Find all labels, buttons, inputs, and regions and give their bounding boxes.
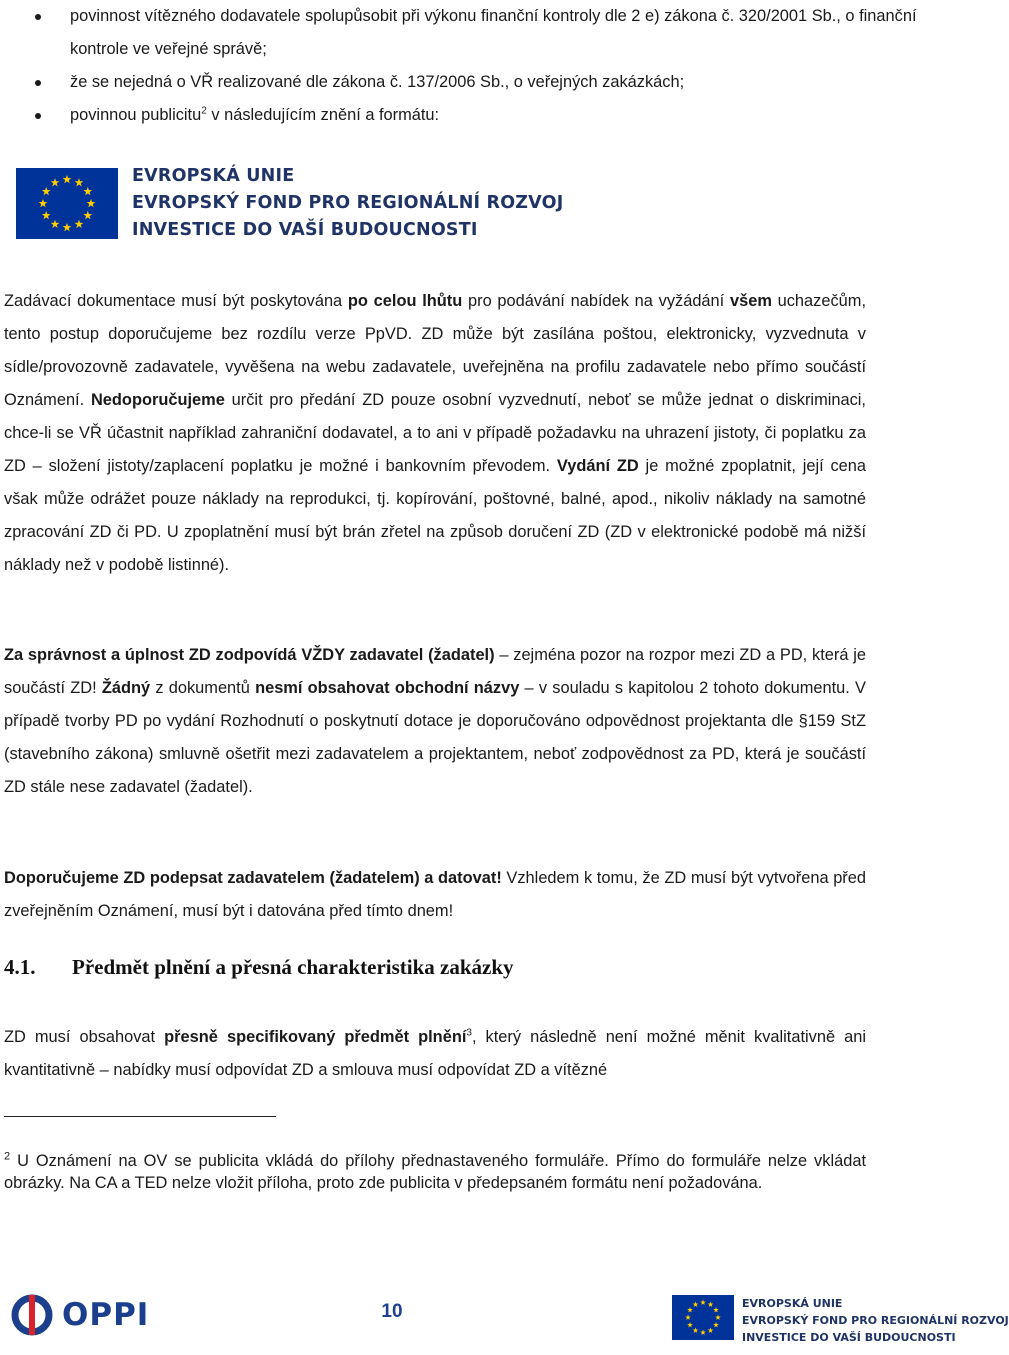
eu-flag-icon [16, 168, 118, 239]
investment-slogan: INVESTICE DO VAŠÍ BUDOUCNOSTI [132, 220, 478, 240]
section-title: Předmět plnění a přesná charakteristika zakázky [72, 955, 514, 979]
eu-union-label: EVROPSKÁ UNIE [742, 1297, 843, 1310]
paragraph-subject: ZD musí obsahovat přesně specifikovaný předmět plnění$^3$, který následně není možné měnit kvalitativně ani kvantitativně – nabídky musí odpovídat ZD a smlouva musí odpovídat ZD a vítězné [4, 1027, 867, 1079]
footnote-ref-2[interactable]: 2 [201, 105, 207, 117]
list-item: povinnost vítězného dodavatele spolupůsobit při výkonu finanční kontroly dle 2 e) zákona č. 320/2001 Sb., o finanční kontrole ve veřejné správě; [30, 0, 930, 66]
list-item: povinnou publicitu$^2$ v následujícím znění a formátu: [30, 99, 930, 132]
oppi-logo [10, 1293, 149, 1337]
erdf-label: EVROPSKÝ FOND PRO REGIONÁLNÍ ROZVOJ [742, 1314, 1009, 1327]
oppi-label: OPPI [62, 1297, 150, 1333]
list-item: že se nejedná o VŘ realizované dle zákona č. 137/2006 Sb., o veřejných zakázkách; [30, 66, 930, 99]
footnote-divider [4, 1116, 276, 1117]
erdf-label: EVROPSKÝ FOND PRO REGIONÁLNÍ ROZVOJ [132, 193, 564, 213]
footer-eu-text [742, 1295, 1009, 1346]
page-footer [0, 1285, 1009, 1355]
page-number: 10 [381, 1301, 403, 1322]
footnote-number: 2 [4, 1150, 11, 1163]
paragraph-responsibility: Za správnost a úplnost ZD zodpovídá VŽDY zadavatel (žadatel) – zejména pozor na rozpor mezi ZD a PD, která je součástí ZD! Žádný z dokumentů nesmí obsahovat obchodní názvy – v souladu s kapitolou 2 tohoto dokumentu. V případě tvorby PD po vydání Rozhodnutí o poskytnutí dotace je doporučováno odpovědnost projektanta dle §159 StZ (stavebního zákona) smluvně ošetřit mezi zadavatelem a projektantem, neboť zodpovědnost za PD, která je součástí ZD stále nese zadavatel (žadatel). [4, 646, 866, 796]
footnote-2: $^2$ U Oznámení na OV se publicita vkládá do přílohy přednastaveného formuláře. Přímo do formuláře nelze vkládat obrázky. Na CA a TED nelze vložit příloha, proto zde publicita v předepsaném formátu není požadována. [4, 1150, 866, 1192]
eu-logo-text [132, 163, 563, 244]
eu-erdf-logo [16, 163, 563, 244]
paragraph-distribution: Zadávací dokumentace musí být poskytována po celou lhůtu pro podávání nabídek na vyžádání všem uchazečům, tento postup doporučujeme bez rozdílu verze PpVD. ZD může být zasílána poštou, elektronicky, vyzvednuta v sídle/provozovně zadavatele, vyvěšena na webu zadavatele, uveřejněna na profilu zadavatele nebo přímo součástí Oznámení. Nedoporučujeme určit pro předání ZD pouze osobní vyzvednutí, neboť se může jednat o diskriminaci, chce-li se VŘ účastnit například zahraniční dodavatel, a to ani v případě požadavku na uhrazení jistoty, či poplatku za ZD – složení jistoty/zaplacení poplatku je možné i bankovním převodem. Vydání ZD je možné zpoplatnit, její cena však může odrážet pouze náklady na reprodukci, tj. kopírování, poštovné, balné, apod., nikoliv náklady na samotné zpracování ZD či PD. U zpoplatnění musí být brán zřetel na způsob doručení ZD (ZD v elektronické podobě má nižší náklady než v podobě listinné). [4, 292, 867, 574]
section-number: 4.1. [4, 955, 36, 979]
paragraph-signature: Doporučujeme ZD podepsat zadavatelem (žadatelem) a datovat! Vzhledem k tomu, že ZD musí být vytvořena před zveřejněním Oznámení, musí být i datována před tímto dnem! [4, 869, 866, 920]
footer-eu-logo [672, 1295, 1009, 1346]
eu-union-label: EVROPSKÁ UNIE [132, 166, 295, 186]
section-heading [4, 955, 514, 980]
requirements-list [30, 0, 930, 132]
footnote-ref-3[interactable]: 3 [466, 1027, 472, 1039]
eu-flag-icon [672, 1295, 734, 1340]
oppi-emblem-icon [10, 1293, 54, 1337]
investment-slogan: INVESTICE DO VAŠÍ BUDOUCNOSTI [742, 1331, 956, 1344]
